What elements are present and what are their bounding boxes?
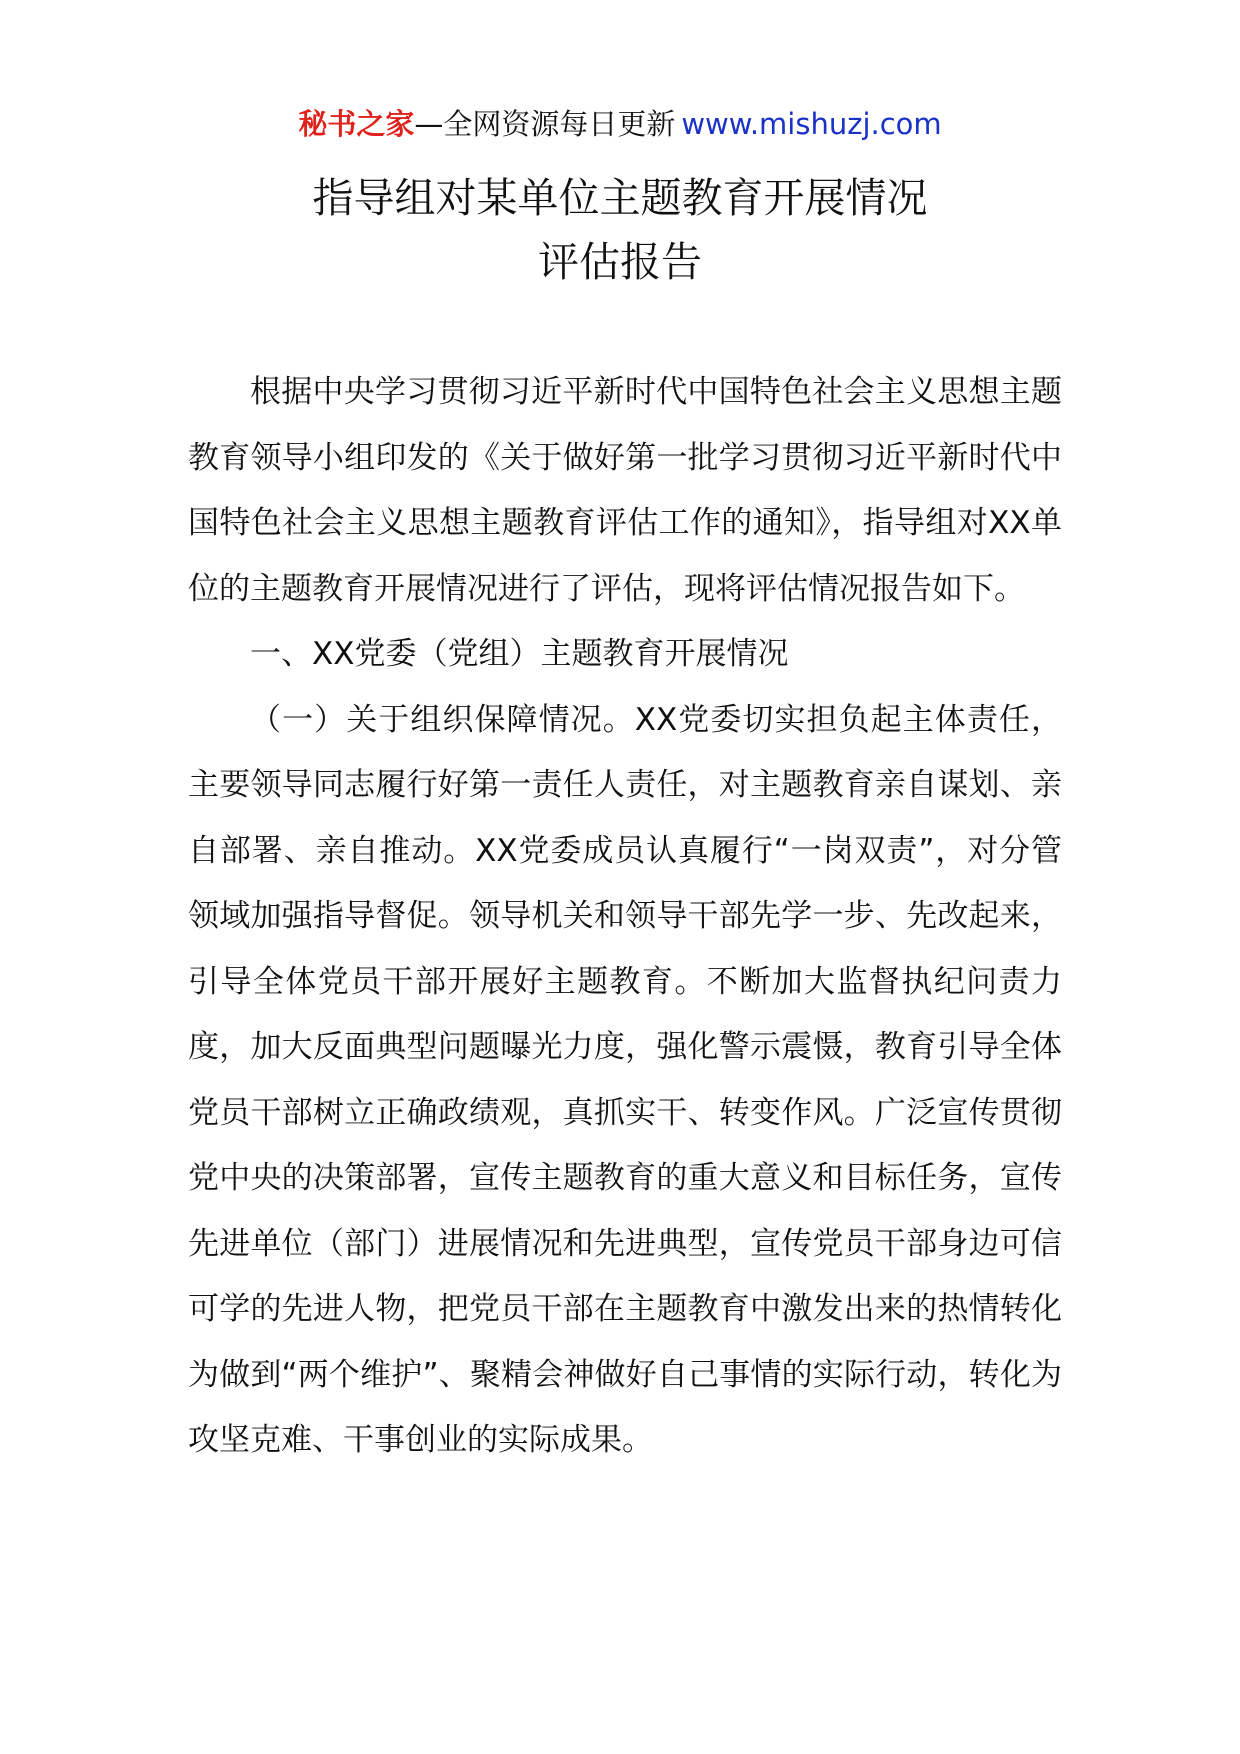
title-line-2: 评估报告 bbox=[538, 238, 702, 286]
section-heading-1: 一、XX党委（党组）主题教育开展情况 bbox=[250, 636, 789, 672]
title-line-1: 指导组对某单位主题教育开展情况 bbox=[312, 174, 928, 222]
site-url-link[interactable]: www.mishuzj.com bbox=[681, 107, 942, 141]
site-brand: 秘书之家 bbox=[298, 107, 415, 141]
document-body bbox=[188, 360, 1062, 1474]
site-header bbox=[0, 104, 1240, 144]
site-tagline: —全网资源每日更新 bbox=[414, 107, 676, 141]
paragraph-intro: 根据中央学习贯彻习近平新时代中国特色社会主义思想主题教育领导小组印发的《关于做好第一批学习贯彻习近平新时代中国特色社会主义思想主题教育评估工作的通知》，指导组对XX单位的主题教育开展情况进行了评估，现将评估情况报告如下。 bbox=[188, 374, 1062, 607]
paragraph-organization: （一）关于组织保障情况。XX党委切实担负起主体责任，主要领导同志履行好第一责任人责任，对主题教育亲自谋划、亲自部署、亲自推动。XX党委成员认真履行“一岗双责”，对分管领域加强指导督促。领导机关和领导干部先学一步、先改起来，引导全体党员干部开展好主题教育。不断加大监督执纪问责力度，加大反面典型问题曝光力度，强化警示震慑，教育引导全体党员干部树立正确政绩观，真抓实干、转变作风。广泛宣传贯彻党中央的决策部署，宣传主题教育的重大意义和目标任务，宣传先进单位（部门）进展情况和先进典型，宣传党员干部身边可信可学的先进人物，把党员干部在主题教育中激发出来的热情转化为做到“两个维护”、聚精会神做好自己事情的实际行动，转化为攻坚克难、干事创业的实际成果。 bbox=[188, 701, 1062, 1458]
document-title bbox=[0, 166, 1240, 294]
